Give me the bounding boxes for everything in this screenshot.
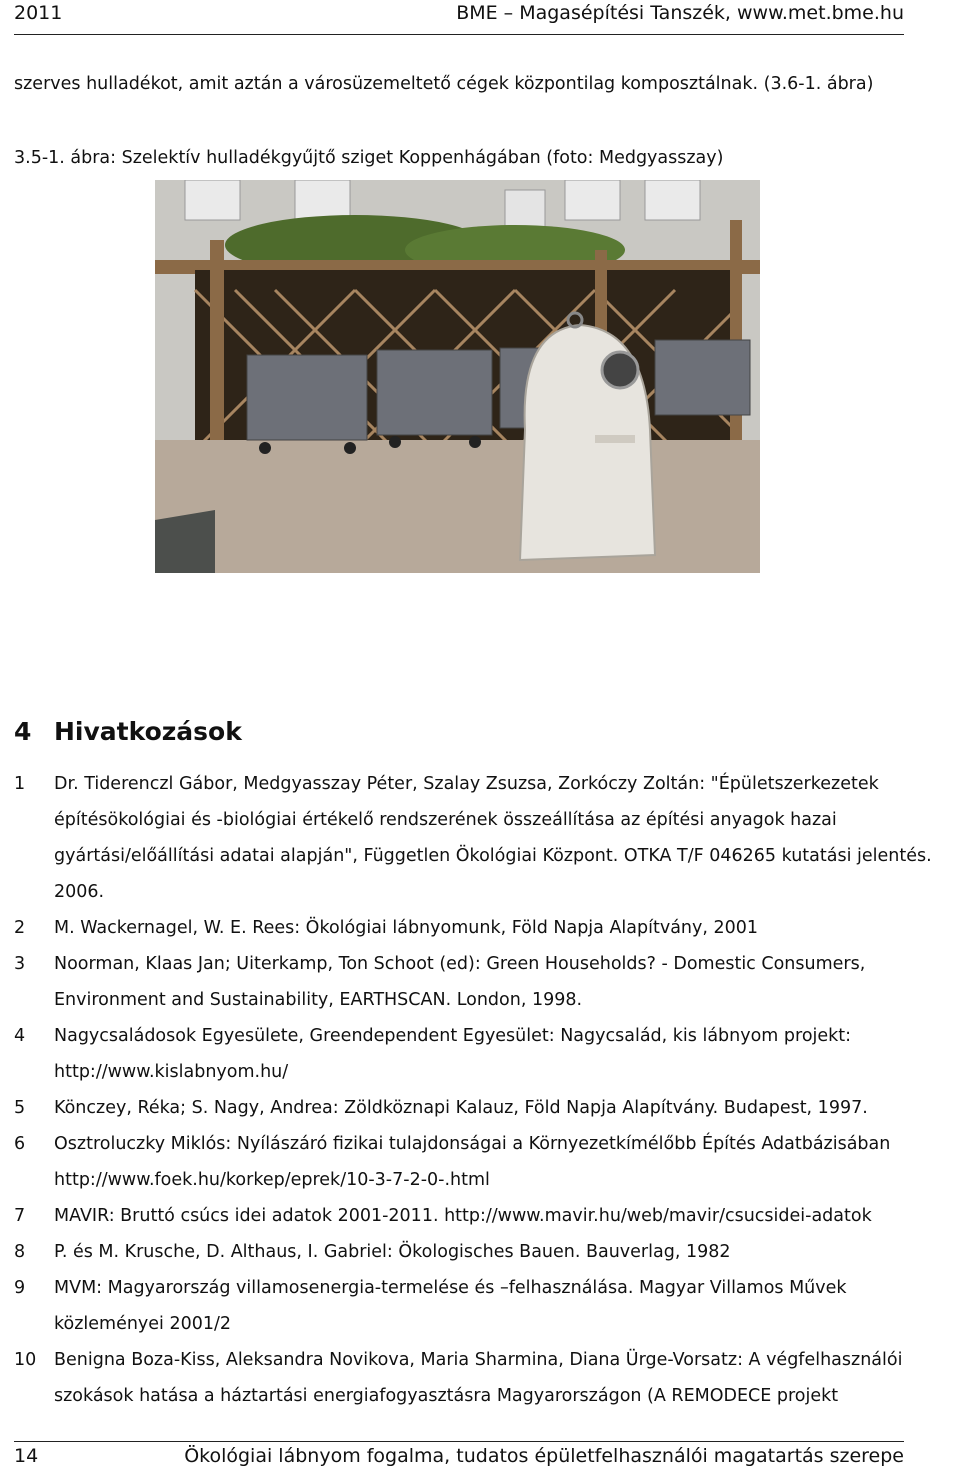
reference-text: Benigna Boza-Kiss, Aleksandra Novikova, Maria Sharmina, Diana Ürge-Vorsatz: A végfelhasználói szokások hatása a háztartási energiafogyasztásra Magyarországon (A REMODECE projekt: [54, 1350, 903, 1406]
reference-item: [14, 910, 954, 946]
page-number: 14: [14, 1445, 39, 1467]
footer-title: Ökológiai lábnyom fogalma, tudatos épületfelhasználói magatartás szerepe: [184, 1445, 904, 1467]
reference-item: [14, 1126, 954, 1198]
reference-item: [14, 1018, 954, 1090]
reference-text: Dr. Tiderenczl Gábor, Medgyasszay Péter, Szalay Zsuzsa, Zorkóczy Zoltán: "Épületszerkezetek építésökológiai és -biológiai értékelő rendszerének összeállítása az építési anyagok hazai gyártási/előállítási adatai alapján", Független Ökológiai Központ. OTKA T/F 046265 kutatási jelentés. 2006.: [54, 774, 932, 902]
reference-text: Nagycsaládosok Egyesülete, Greendependent Egyesület: Nagycsalád, kis lábnyom projekt: http://www.kislabnyom.hu/: [54, 1026, 852, 1082]
reference-text: Noorman, Klaas Jan; Uiterkamp, Ton Schoot (ed): Green Households? - Domestic Consumers, Environment and Sustainability, EARTHSCAN. London, 1998.: [54, 954, 866, 1010]
reference-item: [14, 1342, 954, 1414]
reference-text: Osztroluczky Miklós: Nyílászáró fizikai tulajdonságai a Környezetkímélőbb Építés Adatbázisában http://www.foek.hu/korkep/eprek/10-3-7-2-0-.html: [54, 1134, 891, 1190]
reference-number: 5: [14, 1098, 26, 1118]
section-number: 4: [14, 717, 32, 746]
reference-number: 4: [14, 1026, 26, 1046]
page-footer: [14, 1441, 904, 1471]
reference-text: MAVIR: Bruttó csúcs idei adatok 2001-2011. http://www.mavir.hu/web/mavir/csucsidei-adatok: [54, 1206, 872, 1226]
reference-number: 8: [14, 1242, 26, 1262]
photo-illustration: [155, 180, 760, 573]
section-title: Hivatkozások: [54, 717, 242, 746]
header-org: BME – Magasépítési Tanszék, www.met.bme.hu: [456, 2, 904, 24]
reference-number: 1: [14, 774, 26, 794]
reference-text: P. és M. Krusche, D. Althaus, I. Gabriel: Ökologisches Bauen. Bauverlag, 1982: [54, 1242, 731, 1262]
reference-text: M. Wackernagel, W. E. Rees: Ökológiai lábnyomunk, Föld Napja Alapítvány, 2001: [54, 918, 759, 938]
reference-item: [14, 1198, 954, 1234]
reference-number: 9: [14, 1278, 26, 1298]
reference-item: [14, 1234, 954, 1270]
reference-text: Könczey, Réka; S. Nagy, Andrea: Zöldköznapi Kalauz, Föld Napja Alapítvány. Budapest, 1997.: [54, 1098, 868, 1118]
reference-number: 6: [14, 1134, 26, 1154]
reference-number: 10: [14, 1350, 37, 1370]
reference-number: 2: [14, 918, 26, 938]
reference-list: [14, 766, 954, 1414]
reference-item: [14, 1090, 954, 1126]
reference-text: MVM: Magyarország villamosenergia-termelése és –felhasználása. Magyar Villamos Művek közleményei 2001/2: [54, 1278, 847, 1334]
reference-number: 7: [14, 1206, 26, 1226]
reference-number: 3: [14, 954, 26, 974]
reference-item: [14, 766, 954, 910]
figure-caption: 3.5-1. ábra: Szelektív hulladékgyűjtő sziget Koppenhágában (foto: Medgyasszay): [14, 148, 724, 168]
section-heading: [14, 716, 242, 748]
reference-item: [14, 1270, 954, 1342]
reference-item: [14, 946, 954, 1018]
recycling-island-photo: [155, 180, 760, 573]
intro-paragraph: szerves hulladékot, amit aztán a városüzemeltető cégek központilag komposztálnak. (3.6-1. ábra): [14, 74, 874, 94]
page-header: [14, 0, 904, 35]
header-year: 2011: [14, 2, 63, 24]
